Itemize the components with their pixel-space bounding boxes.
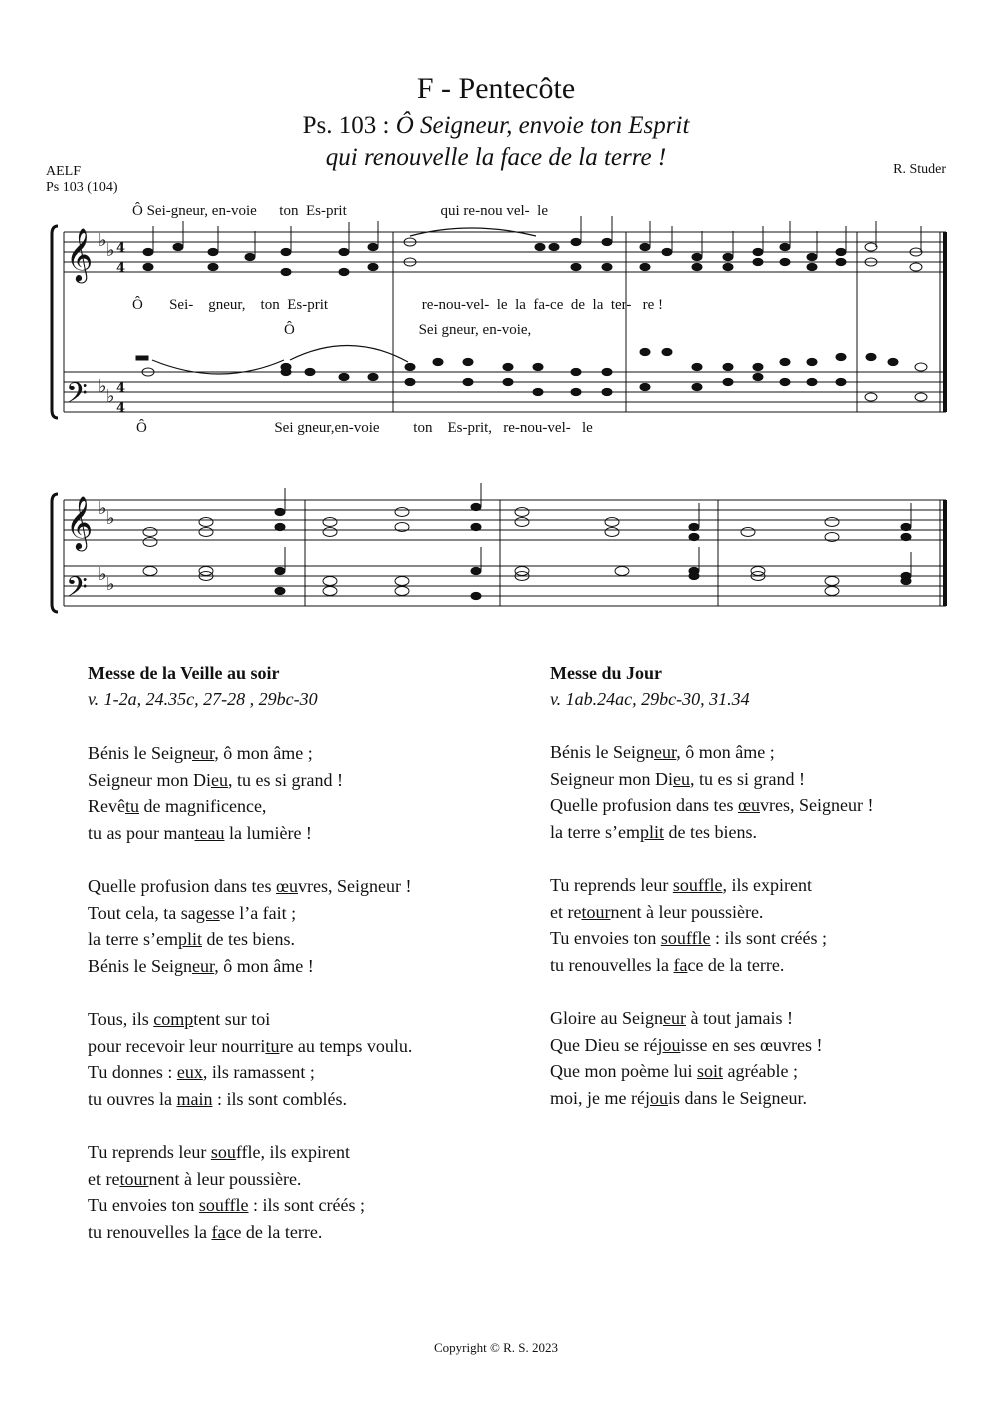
accented-syllable: fa [673,954,688,975]
accented-syllable: fa [211,1221,226,1242]
bass-clef-icon: 𝄢 [66,571,88,611]
verse-text: Quelle profusion dans tes [550,795,738,815]
verse-text: Bénis le Seign [88,955,192,976]
verse-text: la terre s’em [550,821,640,842]
verse-text: agréable ; [723,1061,798,1081]
verse-line [550,739,970,766]
verse-line [88,1139,518,1166]
stanza [88,873,518,979]
verse-text: pour recevoir leur nourri [88,1035,266,1056]
svg-text:4: 4 [116,261,126,276]
psalm-ref: Ps. 103 : [302,112,396,139]
verse-text: Seigneur mon Di [550,768,673,789]
refrain-line-2: qui renouvelle la face de la terre ! [325,144,667,171]
svg-text:♭: ♭ [98,376,107,397]
verse-text: Gloire au Seign [550,1008,663,1028]
verse-text: tu as pour man [88,822,195,843]
verse-text: nent à leur poussière. [610,901,764,922]
accented-syllable: eu [673,768,690,789]
verse-text: ffle, ils expirent [235,1142,350,1162]
stanza [88,1139,518,1245]
verse-text: Quelle profusion dans tes [88,876,276,896]
verse-text: de tes biens. [201,929,295,949]
verse-text: de tes biens. [663,821,757,842]
left-column [88,660,518,1245]
accented-syllable: eur [662,1008,686,1028]
verse-line [88,926,518,953]
accented-syllable: eur [192,955,215,976]
verse-line [88,1059,518,1086]
accented-syllable: tour [119,1168,149,1189]
verse-line [88,740,518,767]
svg-text:♭: ♭ [98,230,107,251]
verse-text: , ils expirent [722,875,812,895]
verse-text: Revê [88,796,125,816]
verse-text: , ô mon âme ! [214,955,314,976]
verse-text: ce de la terre. [225,1221,323,1242]
verse-line [88,767,518,794]
accented-syllable: souffle [660,928,711,948]
svg-text:♭: ♭ [106,386,115,407]
verse-line [550,1032,970,1059]
music-score [0,0,992,640]
verse-text: et re [550,901,582,922]
svg-text:♭: ♭ [106,574,115,595]
verse-text: Tout cela, ta sa [88,902,196,923]
verse-text: tu renouvelles la [550,954,674,975]
left-verses: v. 1-2a, 24.35c, 27-28 , 29bc-30 [88,689,318,709]
refrain-line-1: Ô Seigneur, envoie ton Esprit [395,112,690,139]
verse-line [88,1033,518,1060]
stanza [88,740,518,846]
verse-text: de magnificence, [139,796,267,816]
verse-text: Tu reprends leur [550,875,673,895]
verse-text: tu ouvres la [88,1088,177,1109]
accented-syllable: jou [644,1087,668,1108]
treble-staff-2 [64,500,946,540]
page-title: F - Pentecôte [416,72,576,105]
verse-text: re au temps voulu. [279,1035,413,1056]
accented-syllable: souffle [198,1195,249,1215]
verse-text: moi, je me ré [550,1087,645,1108]
bass-lyrics: Ô Sei gneur,en-voie ton Es-prit, re-nou-vel- le [136,420,593,436]
composer: R. Studer [893,162,946,177]
accented-syllable: eux [176,1062,203,1082]
treble-clef-icon: 𝄞 [66,227,94,281]
verse-text: is dans le Seigneur. [667,1087,807,1108]
verse-text: isse en ses œuvres ! [680,1034,823,1055]
verse-line [550,1005,970,1032]
verse-text: Tu envoies ton [550,928,661,948]
verse-line [88,793,518,820]
verse-line [550,1058,970,1085]
accented-syllable: eur [654,742,677,762]
verse-line [550,899,970,926]
accented-syllable: ges [195,902,220,923]
svg-text:4: 4 [116,381,126,396]
accented-syllable: souffle [672,875,723,895]
verse-text: : ils sont comblés. [212,1088,347,1109]
verse-text: nent à leur poussière. [148,1168,302,1189]
verse-text: et re [88,1168,120,1189]
right-verses: v. 1ab.24ac, 29bc-30, 31.34 [550,689,750,709]
copyright: Copyright © R. S. 2023 [433,1340,558,1355]
accented-syllable: tu [124,796,139,816]
verse-text: , tu es si grand ! [228,769,343,790]
verse-text: ce de la terre. [687,954,785,975]
verse-text: , tu es si grand ! [690,768,805,789]
accented-syllable: comp [153,1009,194,1029]
left-heading: Messe de la Veille au soir [88,663,280,683]
accented-syllable: œu [737,795,760,815]
verse-text: la lumière ! [224,822,312,843]
verse-line [88,1166,518,1193]
verse-line [550,952,970,979]
accented-syllable: teau [194,822,225,843]
verse-text: Tu envoies ton [88,1195,199,1215]
verse-text: Que mon poème lui [550,1061,697,1081]
verse-text: : ils sont créés ; [248,1195,366,1215]
verse-line [88,1006,518,1033]
accented-syllable: tu [265,1035,280,1056]
verse-text: tu renouvelles la [88,1221,212,1242]
verse-text: la terre s’em [88,929,178,949]
stanza [550,739,970,845]
accented-syllable: œu [275,876,298,896]
verse-text: , ils ramassent ; [202,1062,315,1082]
source-label: AELF [46,164,81,179]
left-stanzas [88,740,518,1245]
treble-clef-icon: 𝄞 [66,495,94,549]
verse-text: , ô mon âme ; [676,742,775,762]
verse-text: Que Dieu se ré [550,1034,658,1055]
right-stanzas [550,739,970,1111]
accented-syllable: eu [211,769,228,790]
verse-text: : ils sont créés ; [710,928,828,948]
verse-line [550,1085,970,1112]
psalm-number: Ps 103 (104) [46,180,118,195]
tenor-lyrics: Ô Sei gneur, en-voie, [284,322,532,338]
verse-line [550,792,970,819]
verse-text: tent sur toi [193,1009,271,1029]
verse-line [550,925,970,952]
verse-text: Bénis le Seign [550,742,654,762]
verse-line [88,1192,518,1219]
svg-text:4: 4 [116,241,126,256]
verse-line [88,820,518,847]
bass-staff-2 [64,566,946,606]
verse-text: Tous, ils [88,1009,154,1029]
stanza [550,872,970,978]
verse-text: Bénis le Seign [88,743,192,763]
verse-line [88,900,518,927]
stanza [550,1005,970,1111]
svg-text:4: 4 [116,401,126,416]
verse-text: , ô mon âme ; [214,743,313,763]
verse-line [88,873,518,900]
accented-syllable: plit [177,929,202,949]
verse-line [550,766,970,793]
accented-syllable: tour [581,901,611,922]
soprano-lyrics: Ô Sei-gneur, en-voie ton Es-prit qui re-nou vel- le [132,203,548,219]
verse-line [550,819,970,846]
verse-line [550,872,970,899]
accented-syllable: sou [210,1142,236,1162]
verse-text: vres, Seigneur ! [297,876,412,896]
bass-staff-1 [64,372,946,412]
accented-syllable: soit [696,1061,723,1081]
accented-syllable: eur [192,743,215,763]
verse-text: Tu donnes : [88,1062,177,1082]
verse-text: à tout jamais ! [685,1008,793,1028]
svg-text:♭: ♭ [98,564,107,585]
verse-text: Tu reprends leur [88,1142,211,1162]
accented-syllable: plit [639,821,664,842]
right-heading: Messe du Jour [550,663,662,683]
verse-text: vres, Seigneur ! [759,795,874,815]
verse-line [88,953,518,980]
alto-lyrics: Ô Sei- gneur, ton Es-prit re-nou-vel- le la fa-ce de la ter- re ! [132,297,664,313]
svg-text:♭: ♭ [98,498,107,519]
verse-line [88,1219,518,1246]
accented-syllable: main [176,1088,213,1109]
svg-text:♭: ♭ [106,508,115,529]
verse-text: Seigneur mon Di [88,769,211,790]
accented-syllable: jou [657,1034,681,1055]
verse-text: se l’a fait ; [219,902,297,923]
svg-text:♭: ♭ [106,240,115,261]
verse-line [88,1086,518,1113]
stanza [88,1006,518,1112]
bass-clef-icon: 𝄢 [66,377,88,417]
right-column [550,660,970,1111]
